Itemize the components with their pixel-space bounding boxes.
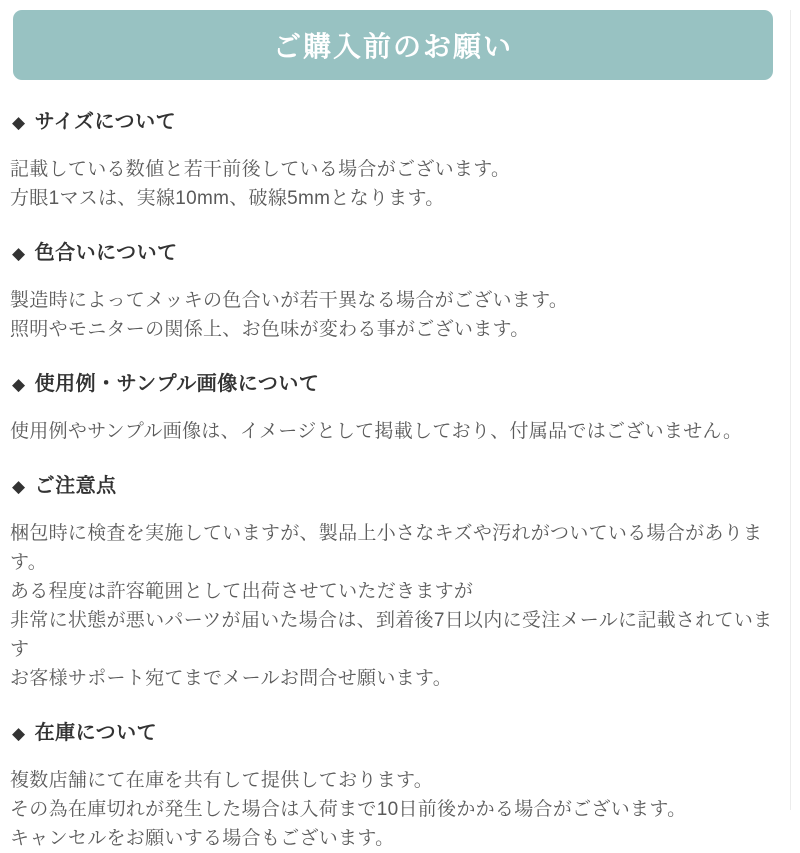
section-heading-text: 色合いについて [34,242,178,264]
page-title-banner [13,10,773,80]
notice-section [10,241,780,344]
body-line: 製造時によってメッキの色合いが若干異なる場合がございます。 [10,290,569,311]
diamond-bullet-icon: ◆ [12,113,26,132]
notice-section [10,474,780,693]
diamond-bullet-icon: ◆ [12,477,26,496]
diamond-bullet-icon: ◆ [12,724,26,743]
section-body [10,519,780,693]
section-heading-text: 在庫について [34,722,158,744]
content-right-divider [790,10,791,810]
body-line: 照明やモニターの関係上、お色味が変わる事がございます。 [10,319,530,340]
body-line: 梱包時に検査を実施していますが、製品上小さなキズや汚れがついている場合があります。 [10,523,763,573]
notice-section [10,721,780,853]
section-heading [12,110,780,135]
body-line: 非常に状態が悪いパーツが届いた場合は、到着後7日以内に受注メールに記載されています [10,610,773,660]
page-title: ご購入前のお願い [272,31,513,62]
body-line: ある程度は許容範囲として出荷させていただきますが [10,581,474,602]
body-line: お客様サポート宛てまでメールお問合せ願います。 [10,668,453,689]
body-line: 記載している数値と若干前後している場合がございます。 [10,159,511,180]
body-line: その為在庫切れが発生した場合は入荷まで10日前後かかる場合がございます。 [10,799,687,820]
notice-sections [0,110,800,853]
body-line: 複数店舗にて在庫を共有して提供しております。 [10,770,434,791]
body-line: キャンセルをお願いする場合もございます。 [10,828,395,849]
section-body [10,286,780,344]
section-body [10,155,780,213]
section-heading [12,241,780,266]
notice-section [10,110,780,213]
section-heading [12,721,780,746]
section-heading-text: サイズについて [34,111,177,133]
diamond-bullet-icon: ◆ [12,375,26,394]
section-heading-text: 使用例・サンプル画像について [34,373,320,395]
section-body [10,766,780,853]
body-line: 使用例やサンプル画像は、イメージとして掲載しており、付属品ではございません。 [10,421,743,442]
notice-section [10,372,780,446]
section-heading [12,474,780,499]
section-heading [12,372,780,397]
diamond-bullet-icon: ◆ [12,244,26,263]
section-heading-text: ご注意点 [34,475,117,497]
body-line: 方眼1マスは、実線10mm、破線5mmとなります。 [10,188,445,209]
section-body [10,417,780,446]
